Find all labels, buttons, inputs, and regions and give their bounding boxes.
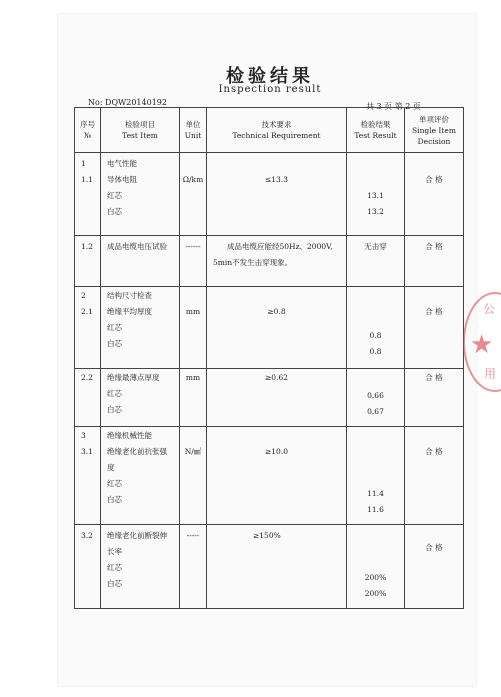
table-header-row <box>75 108 464 153</box>
header-decision-en1: Single Item <box>412 125 456 135</box>
requirement-value: 5min不发生击穿现象。 <box>213 258 293 267</box>
results-table <box>74 107 464 609</box>
decision-value: 合 格 <box>425 447 443 456</box>
item-text: 红芯 <box>107 389 122 398</box>
item-text: 结构尺寸检查 <box>107 291 152 300</box>
header-result-cn: 检验结果 <box>360 120 391 129</box>
table-row <box>75 369 464 427</box>
item-text: 成品电缆电压试验 <box>107 242 167 251</box>
item-text: 红芯 <box>107 479 122 488</box>
unit-cell <box>180 236 207 287</box>
result-value: 13.2 <box>367 207 384 216</box>
unit-value: mm <box>185 307 201 316</box>
result-value: 0.66 <box>367 391 384 400</box>
decision-cell <box>405 427 464 525</box>
item-text: 电气性能 <box>107 159 137 168</box>
seq-value: 2.2 <box>81 373 93 382</box>
header-unit-cn: 单位 <box>185 120 201 129</box>
item-cell <box>101 525 180 609</box>
header-unit <box>180 108 207 153</box>
page-info: 共 3 页 第 2 页 <box>366 102 421 111</box>
result-value: 11.6 <box>367 505 384 514</box>
unit-cell <box>180 287 207 369</box>
item-text: 白芯 <box>107 579 122 588</box>
seq-cell <box>75 525 101 609</box>
report-subtitle: Inspection result <box>218 84 322 95</box>
item-text: 白芯 <box>107 495 122 504</box>
seq-value: 1 <box>81 159 86 168</box>
seal-text-bottom: 用 <box>484 367 497 381</box>
item-text: 白芯 <box>107 207 122 216</box>
unit-cell <box>180 525 207 609</box>
item-text: 绝缘老化前抗张强 <box>107 447 167 456</box>
requirement-cell <box>207 287 347 369</box>
requirement-value: ≥0.62 <box>265 373 288 382</box>
header-seq <box>75 108 101 153</box>
result-cell <box>347 427 405 525</box>
header-seq-cn: 序号 <box>80 120 95 129</box>
header-decision-cn: 单项评价 <box>419 114 449 124</box>
header-req-cn: 技术要求 <box>261 120 292 129</box>
table-row <box>75 236 464 287</box>
result-cell <box>347 525 405 609</box>
item-text: 度 <box>107 463 115 472</box>
result-cell <box>347 287 405 369</box>
seq-value: 3 <box>81 431 86 440</box>
result-value: 0.67 <box>367 407 384 416</box>
requirement-value: ≥10.0 <box>265 447 288 456</box>
result-value: 0.8 <box>369 347 382 356</box>
item-cell <box>101 236 180 287</box>
item-text: 红芯 <box>107 323 122 332</box>
seq-value: 3.1 <box>81 447 93 456</box>
header-item-cn: 检验项目 <box>125 120 155 129</box>
unit-cell <box>180 427 207 525</box>
unit-value: mm <box>185 373 201 382</box>
seq-value: 2.1 <box>81 307 93 316</box>
item-text: 绝缘平均厚度 <box>107 307 152 316</box>
header-unit-en: Unit <box>184 131 202 140</box>
seal-star-icon: ★ <box>470 330 494 360</box>
result-value: 11.4 <box>367 489 384 498</box>
decision-value: 合 格 <box>425 175 443 184</box>
table-row <box>75 153 464 236</box>
report-title: 检验结果 <box>226 66 314 87</box>
item-cell <box>101 369 180 427</box>
header-result <box>347 108 405 153</box>
unit-cell <box>180 153 207 236</box>
seq-value: 1.2 <box>81 242 93 251</box>
decision-cell <box>405 287 464 369</box>
table-row <box>75 427 464 525</box>
item-text: 绝缘最薄点厚度 <box>107 373 160 382</box>
requirement-value: ≤13.3 <box>265 175 288 184</box>
seal-text-top: 公 <box>483 302 496 316</box>
result-value: 200% <box>364 589 387 598</box>
decision-cell <box>405 525 464 609</box>
seq-cell <box>75 287 101 369</box>
requirement-cell <box>207 369 347 427</box>
table-row <box>75 525 464 609</box>
seq-value: 3.2 <box>81 531 93 540</box>
header-seq-en: № <box>83 131 92 140</box>
header-item <box>101 108 180 153</box>
requirement-value: ≥150% <box>253 531 281 540</box>
header-req-en: Technical Requirement <box>232 131 321 140</box>
table-row <box>75 287 464 369</box>
unit-value: N/㎟ <box>184 447 202 456</box>
result-cell <box>347 236 405 287</box>
item-text: 长率 <box>107 547 122 556</box>
item-text: 白芯 <box>107 339 122 348</box>
result-value: 0.8 <box>369 331 382 340</box>
requirement-cell <box>207 427 347 525</box>
item-cell <box>101 153 180 236</box>
requirement-value: 成品电缆应能经50Hz、2000V, <box>227 242 333 251</box>
seq-value: 1.1 <box>81 175 93 184</box>
decision-value: 合 格 <box>425 373 443 382</box>
decision-cell <box>405 153 464 236</box>
header-decision <box>405 108 464 153</box>
result-value: 无击穿 <box>364 242 387 251</box>
unit-value: ------ <box>185 242 201 251</box>
header-requirement <box>207 108 347 153</box>
result-cell <box>347 153 405 236</box>
item-cell <box>101 427 180 525</box>
header-item-en: Test Item <box>122 131 158 140</box>
unit-value: Ω/km <box>182 175 204 184</box>
requirement-value: ≥0.8 <box>267 307 286 316</box>
seq-cell <box>75 369 101 427</box>
header-result-en: Test Result <box>354 131 397 140</box>
requirement-cell <box>207 153 347 236</box>
item-text: 红芯 <box>107 191 122 200</box>
decision-value: 合 格 <box>425 242 443 251</box>
document-number: No: DQW20140192 <box>88 98 167 107</box>
seq-cell <box>75 427 101 525</box>
result-value: 13.1 <box>367 191 384 200</box>
requirement-cell <box>207 525 347 609</box>
requirement-cell <box>207 236 347 287</box>
result-cell <box>347 369 405 427</box>
decision-value: 合 格 <box>425 543 443 552</box>
unit-value: ----- <box>186 531 200 540</box>
decision-cell <box>405 236 464 287</box>
result-value: 200% <box>364 573 387 582</box>
decision-value: 合 格 <box>425 307 443 316</box>
seq-value: 2 <box>81 291 86 300</box>
seq-cell <box>75 236 101 287</box>
decision-cell <box>405 369 464 427</box>
item-text: 导体电阻 <box>107 175 137 184</box>
item-text: 红芯 <box>107 563 122 572</box>
unit-cell <box>180 369 207 427</box>
seq-cell <box>75 153 101 236</box>
header-decision-en2: Decision <box>417 136 451 146</box>
item-text: 绝缘老化前断裂伸 <box>107 531 167 540</box>
item-text: 绝缘机械性能 <box>107 431 152 440</box>
item-text: 白芯 <box>107 405 122 414</box>
item-cell <box>101 287 180 369</box>
